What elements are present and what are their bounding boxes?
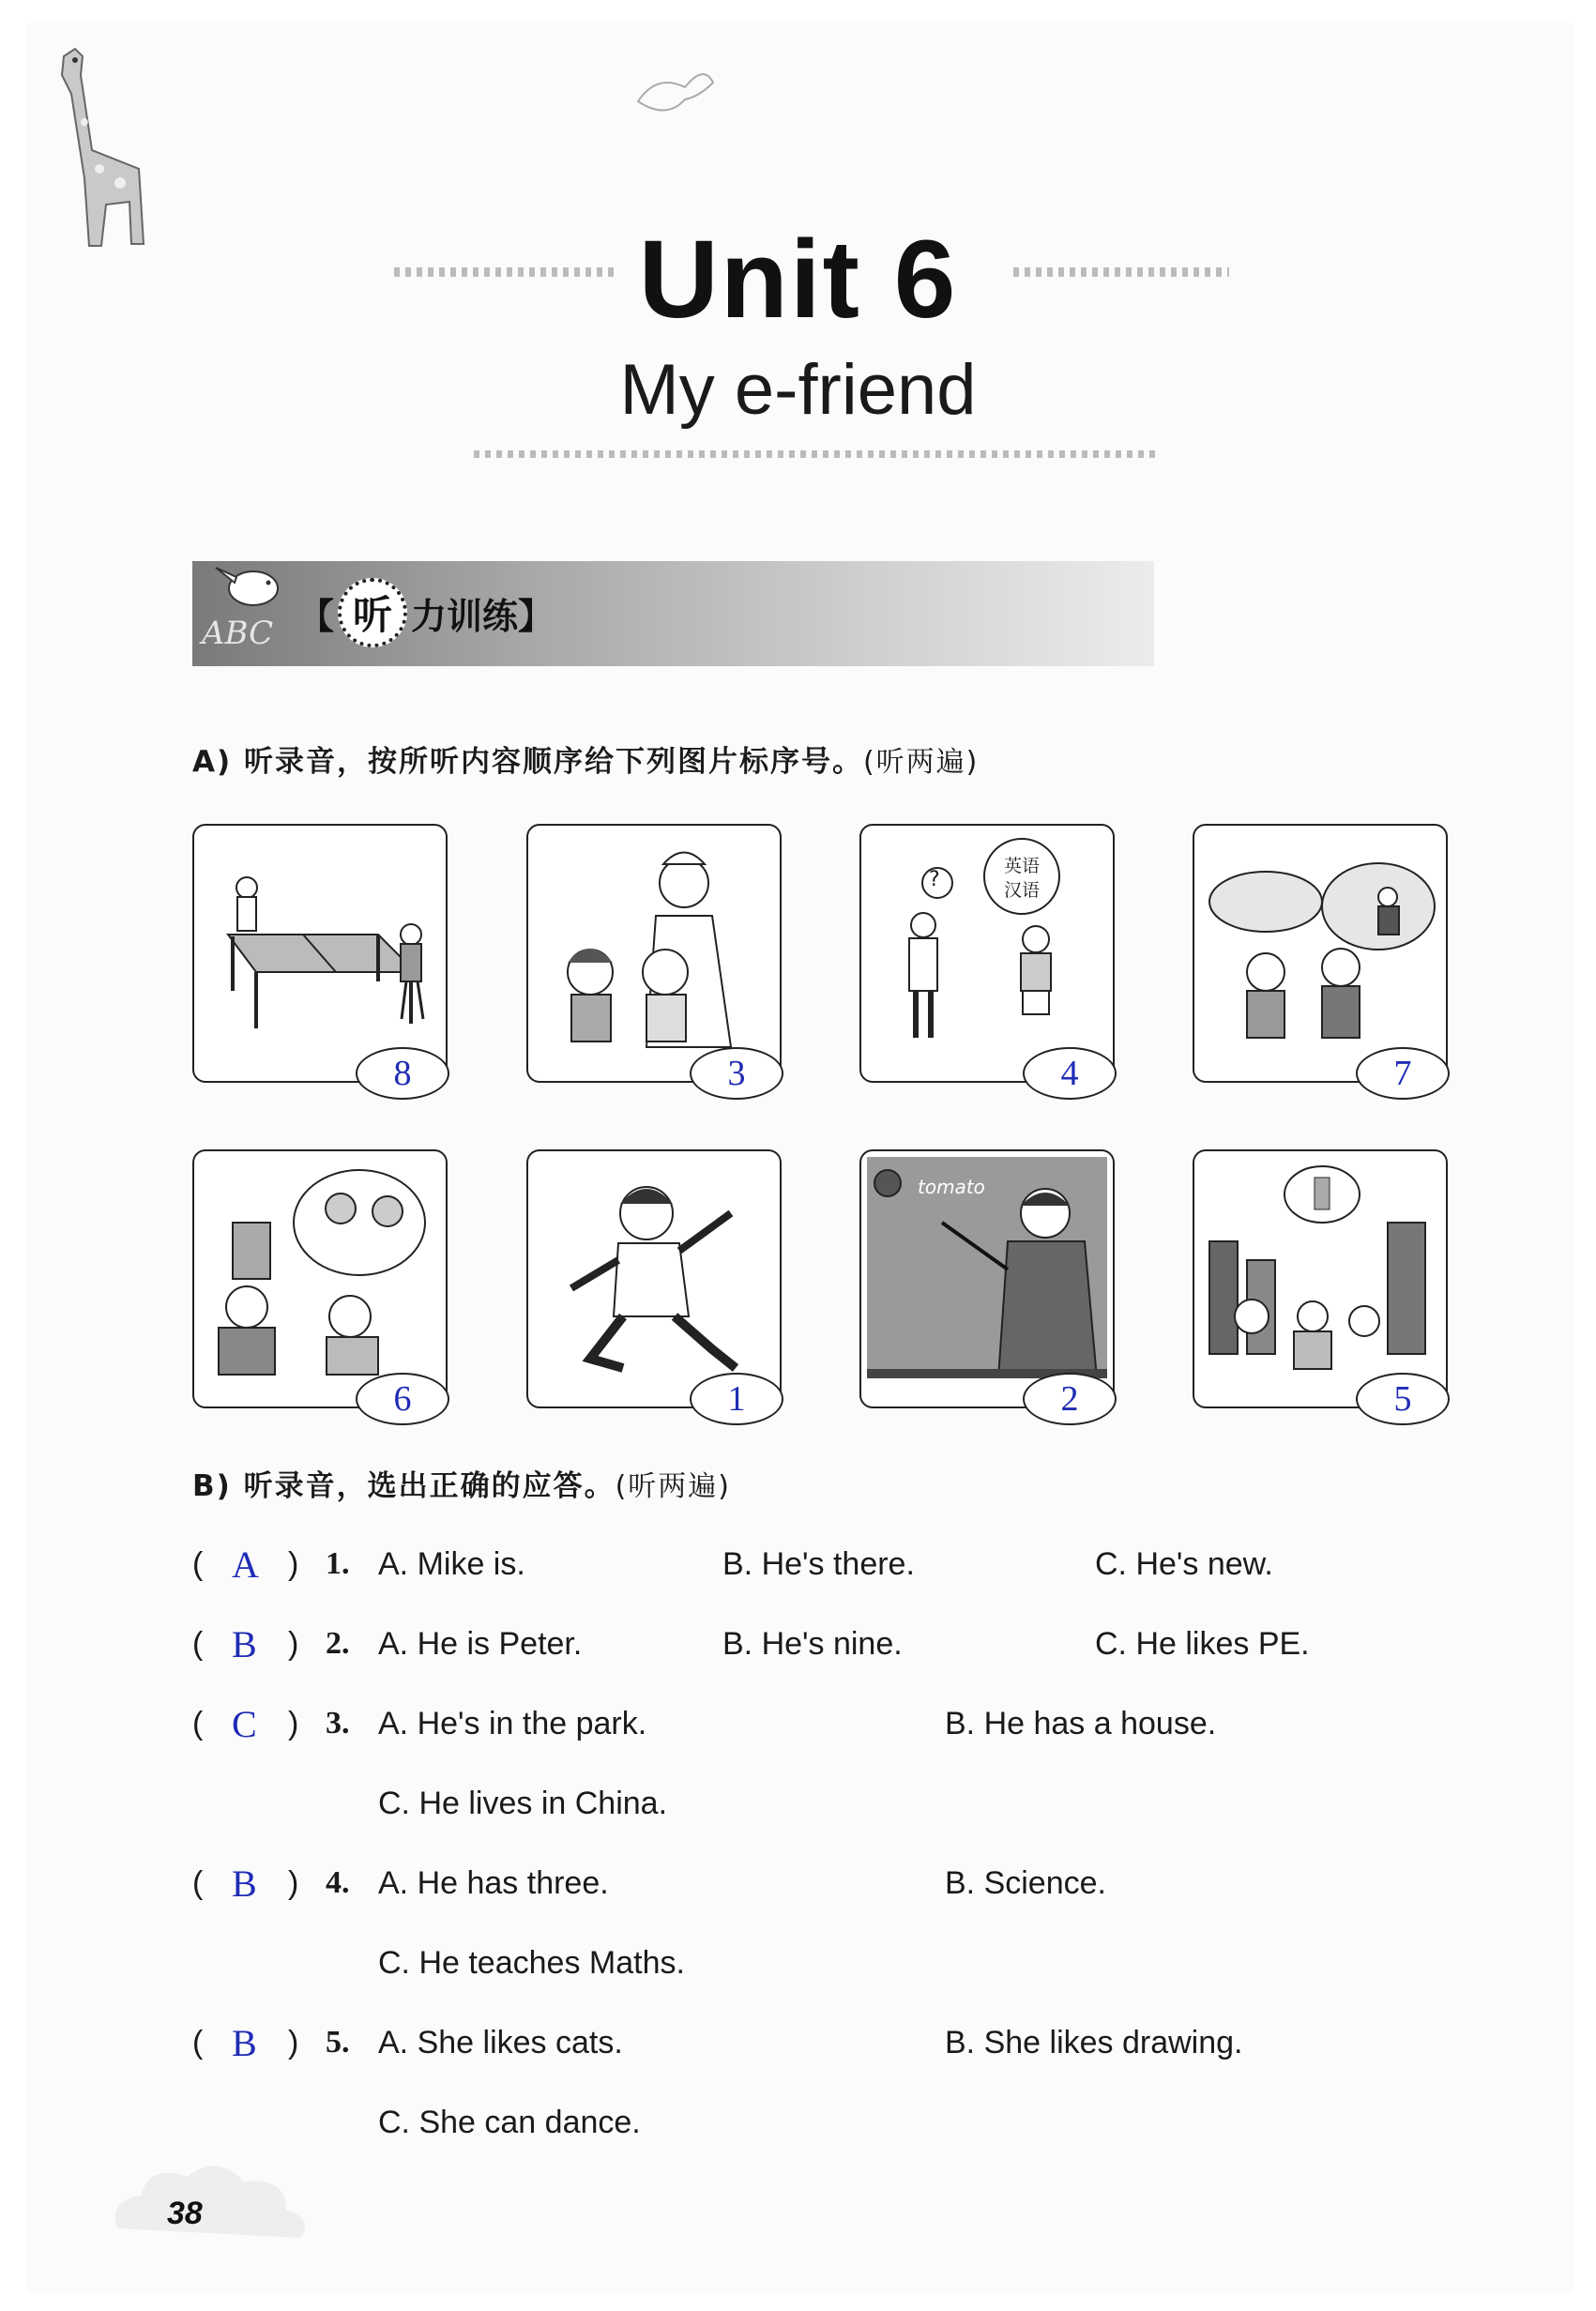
option-b: B. Science. [945, 1865, 1106, 1901]
section-title-rest: 力训练 [411, 595, 519, 637]
part-a-note: (听两遍) [862, 746, 980, 779]
question-number: 3. [326, 1706, 350, 1741]
question-row-continued [192, 2097, 1412, 2153]
language-chat-scene [867, 831, 1107, 1053]
bubble-english: 英语 [1004, 856, 1041, 876]
london-city-scene [1200, 1157, 1440, 1378]
answer-blank[interactable]: B [232, 2022, 257, 2064]
answer-blank[interactable]: C [232, 1703, 257, 1745]
option-b: B. She likes drawing. [945, 2025, 1243, 2060]
picture-number: 5 [1356, 1373, 1450, 1425]
picture-number: 6 [356, 1373, 449, 1425]
picture-language-chat [859, 824, 1115, 1093]
page-number: 38 [167, 2196, 203, 2231]
part-a-instruction [192, 737, 979, 780]
option-b: B. He has a house. [945, 1706, 1217, 1741]
cloud-decoration [99, 2144, 342, 2247]
answer-blank[interactable]: A [232, 1543, 259, 1586]
option-b: B. He's there. [722, 1546, 915, 1582]
part-a-text: A) 听录音，按所听内容顺序给下列图片标序号。 [192, 745, 863, 779]
answer-blank[interactable]: B [232, 1862, 257, 1905]
subtitle-underline [474, 450, 1159, 458]
picture-nurse-children [526, 824, 782, 1093]
option-c: C. He's new. [1095, 1546, 1273, 1582]
option-a: A. He's in the park. [378, 1706, 647, 1741]
picture-teacher-blackboard [859, 1149, 1115, 1419]
banner-char-circle: 听 [338, 578, 407, 647]
question-number: 1. [326, 1546, 350, 1581]
banner-abc-decoration: ABC [202, 615, 274, 652]
family-photo-scene [200, 1157, 440, 1378]
picture-london-city [1193, 1149, 1448, 1419]
question-row-continued [192, 1938, 1412, 1994]
option-c: C. He likes PE. [1095, 1626, 1310, 1662]
bubble-chinese: 汉语 [1004, 880, 1041, 901]
option-c: C. He teaches Maths. [378, 1945, 685, 1981]
unit-subtitle: My e-friend [619, 350, 977, 430]
picture-number: 1 [690, 1373, 783, 1425]
picture-family-photo [192, 1149, 448, 1419]
part-b-text: B) 听录音，选出正确的应答。 [192, 1469, 616, 1503]
option-a: A. She likes cats. [378, 2025, 623, 2060]
picture-number: 8 [356, 1047, 449, 1100]
picture-tai-chi [526, 1149, 782, 1419]
tai-chi-scene [534, 1157, 774, 1378]
question-row: ( A ) 1. A. Mike is. B. He's there. C. He's new. [192, 1543, 1273, 1586]
banner-bird-icon [197, 549, 300, 624]
question-row: ( B ) 4. A. He has three. B. Science. [192, 1862, 1106, 1905]
answer-blank[interactable]: B [232, 1623, 257, 1665]
picture-number: 7 [1356, 1047, 1450, 1100]
question-row: ( C ) 3. A. He's in the park. B. He has a house. [192, 1703, 1217, 1745]
option-c: C. She can dance. [378, 2105, 641, 2140]
board-word: tomato [918, 1176, 985, 1198]
question-row: ( B ) 5. A. She likes cats. B. She likes drawing. [192, 2022, 1243, 2064]
question-row: ( B ) 2. A. He is Peter. B. He's nine. C. He likes PE. [192, 1623, 1310, 1665]
option-b: B. He's nine. [722, 1626, 903, 1662]
picture-number: 2 [1023, 1373, 1117, 1425]
question-row-continued [192, 1778, 1412, 1834]
section-title [298, 580, 554, 646]
question-number: 2. [326, 1626, 350, 1661]
picture-number: 4 [1023, 1047, 1117, 1100]
ping-pong-scene [200, 831, 440, 1053]
option-a: A. He has three. [378, 1865, 609, 1901]
picture-snow-travel [1193, 824, 1448, 1093]
snow-travel-scene [1200, 831, 1440, 1053]
bracket-right: 】 [518, 595, 555, 637]
unit-title: Unit 6 [638, 218, 958, 342]
part-b-note: (听两遍) [615, 1470, 732, 1503]
nurse-children-scene [534, 831, 774, 1053]
bubble-question-mark: ? [929, 868, 940, 891]
option-a: A. He is Peter. [378, 1626, 583, 1662]
question-number: 4. [326, 1865, 350, 1900]
bracket-left: 【 [298, 595, 335, 637]
question-number: 5. [326, 2025, 350, 2060]
part-b-instruction [192, 1462, 731, 1504]
picture-number: 3 [690, 1047, 783, 1100]
picture-ping-pong [192, 824, 448, 1093]
option-c: C. He lives in China. [378, 1786, 668, 1821]
option-a: A. Mike is. [378, 1546, 525, 1582]
bird-icon [619, 45, 732, 139]
teacher-blackboard-scene [867, 1157, 1107, 1378]
